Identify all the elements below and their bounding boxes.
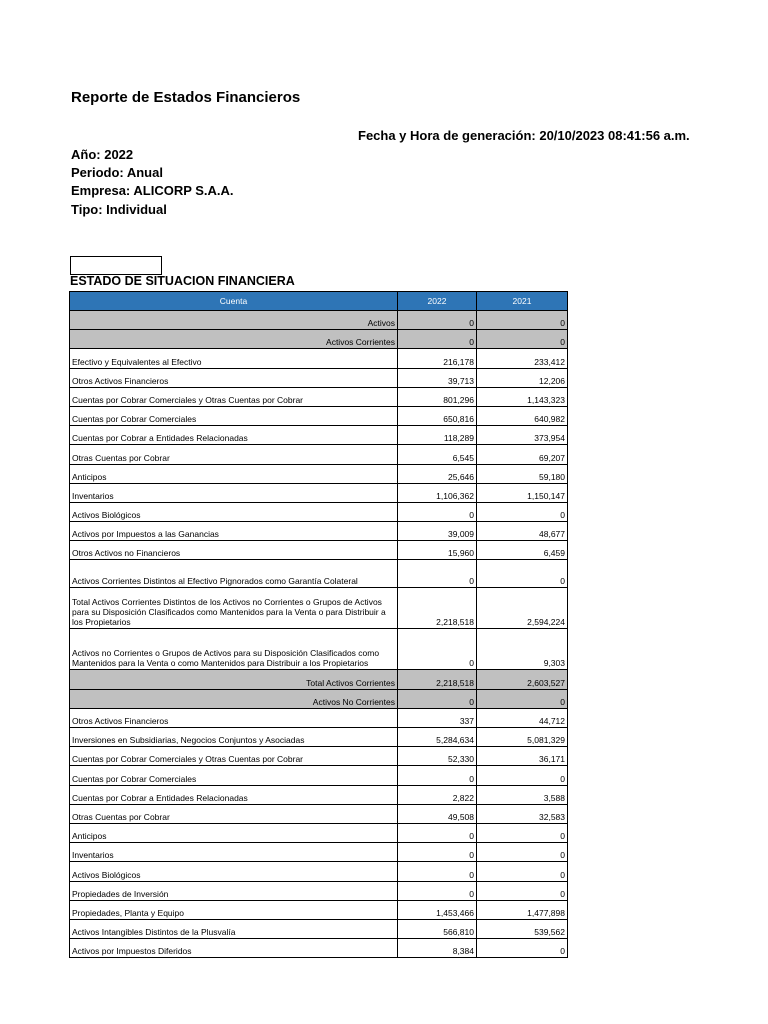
value-2021-cell: 233,412 <box>477 349 568 368</box>
value-2022-cell: 8,384 <box>398 939 477 958</box>
report-year: Año: 2022 <box>71 147 134 162</box>
value-2021-cell: 2,594,224 <box>477 588 568 629</box>
table-row <box>70 464 568 483</box>
table-row <box>70 349 568 368</box>
report-period: Periodo: Anual <box>71 165 163 180</box>
value-2021-cell: 69,207 <box>477 445 568 464</box>
value-2021-cell: 5,081,329 <box>477 728 568 747</box>
value-2021-cell: 1,477,898 <box>477 900 568 919</box>
account-cell: Activos <box>70 311 398 330</box>
value-2021-cell: 1,143,323 <box>477 387 568 406</box>
value-2021-cell: 36,171 <box>477 747 568 766</box>
value-2021-cell: 0 <box>477 823 568 842</box>
table-row <box>70 426 568 445</box>
account-cell: Propiedades, Planta y Equipo <box>70 900 398 919</box>
account-cell: Activos por Impuestos a las Ganancias <box>70 522 398 541</box>
value-2022-cell: 337 <box>398 708 477 727</box>
table-row <box>70 541 568 560</box>
account-cell: Otros Activos Financieros <box>70 368 398 387</box>
table-row <box>70 445 568 464</box>
table-row <box>70 766 568 785</box>
value-2021-cell: 6,459 <box>477 541 568 560</box>
table-row <box>70 560 568 588</box>
value-2022-cell: 566,810 <box>398 919 477 938</box>
value-2022-cell: 118,289 <box>398 426 477 445</box>
table-row <box>70 881 568 900</box>
value-2022-cell: 0 <box>398 330 477 349</box>
value-2021-cell: 3,588 <box>477 785 568 804</box>
table-row <box>70 502 568 521</box>
value-2022-cell: 49,508 <box>398 804 477 823</box>
report-company: Empresa: ALICORP S.A.A. <box>71 183 234 198</box>
value-2021-cell: 373,954 <box>477 426 568 445</box>
account-cell: Cuentas por Cobrar Comerciales <box>70 406 398 425</box>
header-cuenta: Cuenta <box>70 292 398 311</box>
value-2021-cell: 640,982 <box>477 406 568 425</box>
report-type: Tipo: Individual <box>71 202 167 217</box>
value-2021-cell: 539,562 <box>477 919 568 938</box>
value-2022-cell: 6,545 <box>398 445 477 464</box>
table-row <box>70 843 568 862</box>
table-row <box>70 785 568 804</box>
report-title: Reporte de Estados Financieros <box>71 89 301 106</box>
account-cell: Activos no Corrientes o Grupos de Activos para su Disposición Clasificados como Mantenidos para la Venta o como Mantenidos para Distribuir a los Propietarios <box>70 629 398 670</box>
header-2021: 2021 <box>477 292 568 311</box>
value-2022-cell: 0 <box>398 862 477 881</box>
account-cell: Otras Cuentas por Cobrar <box>70 445 398 464</box>
section-title: ESTADO DE SITUACION FINANCIERA <box>70 274 295 288</box>
account-cell: Activos Intangibles Distintos de la Plusvalía <box>70 919 398 938</box>
account-cell: Activos Corrientes <box>70 330 398 349</box>
value-2022-cell: 801,296 <box>398 387 477 406</box>
value-2021-cell: 9,303 <box>477 629 568 670</box>
account-cell: Propiedades de Inversión <box>70 881 398 900</box>
value-2021-cell: 12,206 <box>477 368 568 387</box>
table-row <box>70 862 568 881</box>
value-2021-cell: 0 <box>477 502 568 521</box>
value-2022-cell: 0 <box>398 689 477 708</box>
value-2022-cell: 0 <box>398 843 477 862</box>
table-row <box>70 330 568 349</box>
value-2022-cell: 52,330 <box>398 747 477 766</box>
value-2022-cell: 0 <box>398 766 477 785</box>
account-cell: Inventarios <box>70 483 398 502</box>
value-2021-cell: 59,180 <box>477 464 568 483</box>
value-2022-cell: 0 <box>398 560 477 588</box>
value-2022-cell: 216,178 <box>398 349 477 368</box>
account-cell: Anticipos <box>70 464 398 483</box>
account-cell: Efectivo y Equivalentes al Efectivo <box>70 349 398 368</box>
account-cell: Activos Corrientes Distintos al Efectivo Pignorados como Garantía Colateral <box>70 560 398 588</box>
table-row <box>70 387 568 406</box>
table-row <box>70 311 568 330</box>
account-cell: Total Activos Corrientes Distintos de los Activos no Corrientes o Grupos de Activos para su Disposición Clasificados como Mantenidos para la Venta o para Distribuir a los Propietarios <box>70 588 398 629</box>
table-row <box>70 629 568 670</box>
value-2022-cell: 1,453,466 <box>398 900 477 919</box>
table-row <box>70 804 568 823</box>
value-2022-cell: 2,218,518 <box>398 670 477 689</box>
header-2022: 2022 <box>398 292 477 311</box>
account-cell: Cuentas por Cobrar a Entidades Relacionadas <box>70 426 398 445</box>
table-row <box>70 747 568 766</box>
account-cell: Cuentas por Cobrar Comerciales <box>70 766 398 785</box>
table-row <box>70 823 568 842</box>
table-row <box>70 708 568 727</box>
account-cell: Anticipos <box>70 823 398 842</box>
value-2022-cell: 39,009 <box>398 522 477 541</box>
value-2021-cell: 32,583 <box>477 804 568 823</box>
account-cell: Inversiones en Subsidiarias, Negocios Conjuntos y Asociadas <box>70 728 398 747</box>
account-cell: Activos por Impuestos Diferidos <box>70 939 398 958</box>
table-row <box>70 900 568 919</box>
value-2021-cell: 0 <box>477 689 568 708</box>
value-2022-cell: 1,106,362 <box>398 483 477 502</box>
value-2022-cell: 0 <box>398 629 477 670</box>
account-cell: Cuentas por Cobrar a Entidades Relacionadas <box>70 785 398 804</box>
table-row <box>70 483 568 502</box>
financial-statement-table <box>69 291 568 958</box>
value-2022-cell: 650,816 <box>398 406 477 425</box>
table-row <box>70 588 568 629</box>
account-cell: Total Activos Corrientes <box>70 670 398 689</box>
value-2021-cell: 0 <box>477 560 568 588</box>
value-2022-cell: 0 <box>398 311 477 330</box>
value-2021-cell: 0 <box>477 766 568 785</box>
value-2022-cell: 25,646 <box>398 464 477 483</box>
value-2021-cell: 0 <box>477 311 568 330</box>
value-2022-cell: 0 <box>398 823 477 842</box>
value-2022-cell: 5,284,634 <box>398 728 477 747</box>
table-row <box>70 522 568 541</box>
selected-cell-box[interactable] <box>70 256 162 275</box>
account-cell: Cuentas por Cobrar Comerciales y Otras Cuentas por Cobrar <box>70 387 398 406</box>
account-cell: Activos Biológicos <box>70 502 398 521</box>
value-2021-cell: 44,712 <box>477 708 568 727</box>
value-2021-cell: 0 <box>477 843 568 862</box>
value-2021-cell: 48,677 <box>477 522 568 541</box>
value-2021-cell: 0 <box>477 330 568 349</box>
account-cell: Activos No Corrientes <box>70 689 398 708</box>
value-2022-cell: 2,822 <box>398 785 477 804</box>
table-row <box>70 939 568 958</box>
value-2022-cell: 0 <box>398 881 477 900</box>
value-2021-cell: 0 <box>477 939 568 958</box>
value-2021-cell: 2,603,527 <box>477 670 568 689</box>
table-row <box>70 406 568 425</box>
value-2022-cell: 2,218,518 <box>398 588 477 629</box>
value-2021-cell: 0 <box>477 881 568 900</box>
table-row <box>70 670 568 689</box>
table-row <box>70 689 568 708</box>
account-cell: Cuentas por Cobrar Comerciales y Otras Cuentas por Cobrar <box>70 747 398 766</box>
value-2021-cell: 0 <box>477 862 568 881</box>
value-2022-cell: 0 <box>398 502 477 521</box>
value-2022-cell: 39,713 <box>398 368 477 387</box>
account-cell: Otros Activos Financieros <box>70 708 398 727</box>
table-row <box>70 728 568 747</box>
table-row <box>70 919 568 938</box>
value-2022-cell: 15,960 <box>398 541 477 560</box>
generation-datetime: Fecha y Hora de generación: 20/10/2023 08:41:56 a.m. <box>358 128 690 143</box>
table-header-row <box>70 292 568 311</box>
table-body <box>70 311 568 958</box>
value-2021-cell: 1,150,147 <box>477 483 568 502</box>
account-cell: Activos Biológicos <box>70 862 398 881</box>
account-cell: Otros Activos no Financieros <box>70 541 398 560</box>
account-cell: Inventarios <box>70 843 398 862</box>
account-cell: Otras Cuentas por Cobrar <box>70 804 398 823</box>
table-row <box>70 368 568 387</box>
